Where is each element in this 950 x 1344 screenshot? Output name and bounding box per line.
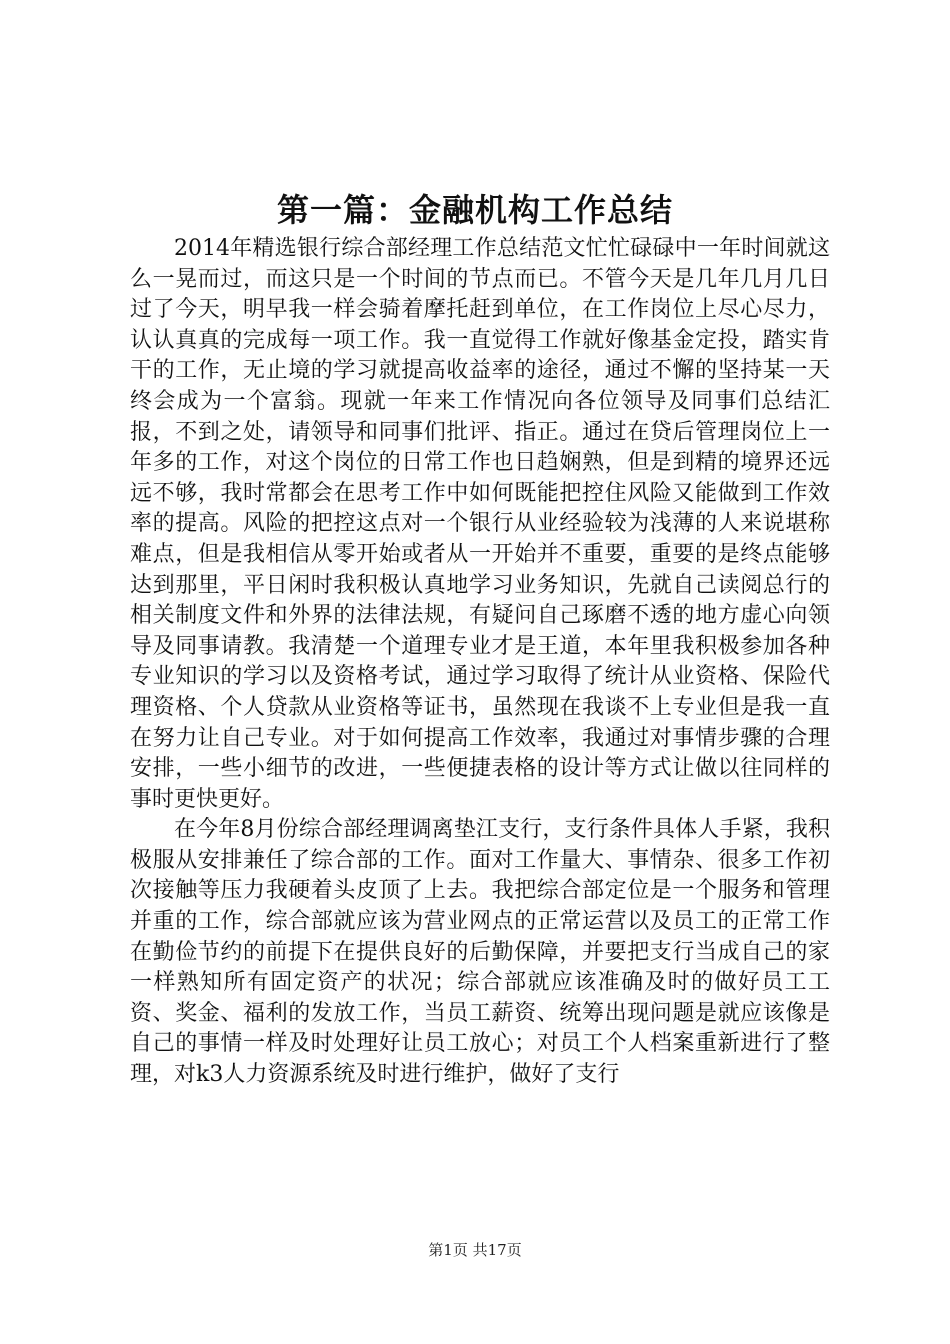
body-paragraph-2: 在今年8月份综合部经理调离垫江支行，支行条件具体人手紧，我积极服从安排兼任了综合部的工作。面对工作量大、事情杂、很多工作初次接触等压力我硬着头皮顶了上去。我把综合部定位是一个服务和管理并重的工作，综合部就应该为营业网点的正常运营以及员工的正常工作在勤俭节约的前提下在提供良好的后勤保障，并要把支行当成自己的家一样熟知所有固定资产的状况；综合部就应该准确及时的做好员工工资、奖金、福利的发放工作，当员工薪资、统筹出现问题是就应该像是自己的事情一样及时处理好让员工放心；对员工个人档案重新进行了整理，对k3人力资源系统及时进行维护，做好了支行 <box>130 817 830 1088</box>
document-body <box>130 234 830 1091</box>
body-paragraph-1: 2014年精选银行综合部经理工作总结范文忙忙碌碌中一年时间就这么一晃而过，而这只是一个时间的节点而已。不管今天是几年几月几日过了今天，明早我一样会骑着摩托赶到单位，在工作岗位上尽心尽力，认认真真的完成每一项工作。我一直觉得工作就好像基金定投，踏实肯干的工作，无止境的学习就提高收益率的途径，通过不懈的坚持某一天终会成为一个富翁。现就一年来工作情况向各位领导及同事们总结汇报，不到之处，请领导和同事们批评、指正。通过在贷后管理岗位上一年多的工作，对这个岗位的日常工作也日趋娴熟，但是到精的境界还远远不够，我时常都会在思考工作中如何既能把控住风险又能做到工作效率的提高。风险的把控这点对一个银行从业经验较为浅薄的人来说堪称难点，但是我相信从零开始或者从一开始并不重要，重要的是终点能够达到那里，平日闲时我积极认真地学习业务知识，先就自己读阅总行的相关制度文件和外界的法律法规，有疑问自己琢磨不透的地方虚心向领导及同事请教。我清楚一个道理专业才是王道，本年里我积极参加各种专业知识的学习以及资格考试，通过学习取得了统计从业资格、保险代理资格、个人贷款从业资格等证书，虽然现在我谈不上专业但是我一直在努力让自己专业。对于如何提高工作效率，我通过对事情步骤的合理安排，一些小细节的改进，一些便捷表格的设计等方式让做以往同样的事时更快更好。 <box>130 236 830 812</box>
page-number-footer: 第1页 共17页 <box>428 1241 522 1259</box>
document-title: 第一篇：金融机构工作总结 <box>276 191 673 229</box>
